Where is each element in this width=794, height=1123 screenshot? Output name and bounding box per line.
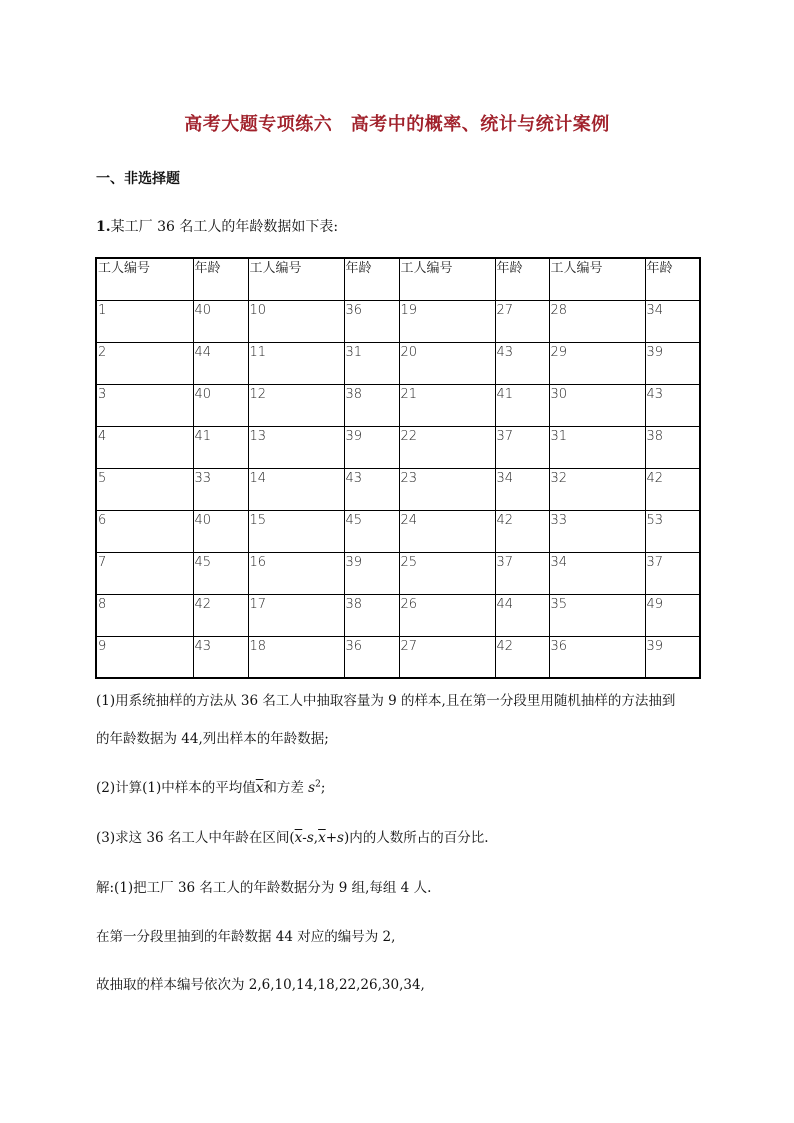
table-cell: 39 (645, 342, 700, 384)
table-row (96, 426, 700, 468)
table-cell: 42 (495, 636, 549, 678)
table-cell: 39 (344, 552, 399, 594)
question-text: 某工厂 36 名工人的年龄数据如下表: (110, 219, 339, 235)
table-row (96, 510, 700, 552)
table-cell: 38 (344, 594, 399, 636)
table-cell: 4 (96, 426, 193, 468)
table-cell: 38 (645, 426, 700, 468)
table-header-cell: 年龄 (495, 258, 549, 300)
variance-symbol: s (308, 780, 316, 796)
table-cell: 24 (399, 510, 495, 552)
table-cell: 15 (248, 510, 344, 552)
table-row (96, 552, 700, 594)
table-cell: 34 (549, 552, 645, 594)
table-cell: 43 (495, 342, 549, 384)
table-cell: 40 (193, 384, 248, 426)
table-cell: 5 (96, 468, 193, 510)
table-cell: 23 (399, 468, 495, 510)
table-cell: 39 (344, 426, 399, 468)
table-cell: 41 (193, 426, 248, 468)
part-2-mid: 和方差 (263, 780, 309, 796)
table-cell: 34 (495, 468, 549, 510)
part-2 (96, 776, 325, 796)
part-2-suffix: ; (320, 780, 326, 796)
table-cell: 31 (344, 342, 399, 384)
table-cell: 40 (193, 510, 248, 552)
part-1-line-2: 的年龄数据为 44,列出样本的年龄数据; (96, 731, 329, 747)
table-row (96, 594, 700, 636)
table-cell: 16 (248, 552, 344, 594)
table-cell: 43 (344, 468, 399, 510)
table-cell: 19 (399, 300, 495, 342)
section-heading: 一、非选择题 (96, 171, 180, 187)
interval-minus: - (302, 830, 307, 846)
interval-comma: , (313, 830, 319, 846)
table-cell: 33 (549, 510, 645, 552)
part-2-prefix: (2)计算(1)中样本的平均值 (96, 780, 256, 796)
question-number: 1. (96, 219, 111, 235)
table-cell: 36 (344, 300, 399, 342)
table-cell: 11 (248, 342, 344, 384)
table-cell: 17 (248, 594, 344, 636)
interval-plus: + (325, 830, 338, 846)
table-cell: 35 (549, 594, 645, 636)
table-cell: 7 (96, 552, 193, 594)
solution-line-3: 故抽取的样本编号依次为 2,6,10,14,18,22,26,30,34, (96, 977, 425, 993)
table-cell: 9 (96, 636, 193, 678)
table-cell: 3 (96, 384, 193, 426)
table-cell: 42 (193, 594, 248, 636)
table-cell: 45 (344, 510, 399, 552)
table-header-cell: 年龄 (344, 258, 399, 300)
table-cell: 14 (248, 468, 344, 510)
table-cell: 27 (495, 300, 549, 342)
table-row (96, 636, 700, 678)
table-cell: 21 (399, 384, 495, 426)
table-cell: 44 (495, 594, 549, 636)
table-cell: 25 (399, 552, 495, 594)
interval-mean-2: $\overline{x}$ (318, 830, 326, 846)
part-1-line-1: (1)用系统抽样的方法从 36 名工人中抽取容量为 9 的样本,且在第一分段里用随机抽样的方法抽到 (96, 693, 676, 709)
page-title: 高考大题专项练六 高考中的概率、统计与统计案例 (184, 114, 610, 135)
table-row (96, 342, 700, 384)
table-cell: 18 (248, 636, 344, 678)
table-header-cell: 年龄 (193, 258, 248, 300)
table-row (96, 468, 700, 510)
table-cell: 43 (645, 384, 700, 426)
table-cell: 10 (248, 300, 344, 342)
table-cell: 13 (248, 426, 344, 468)
table-cell: 42 (495, 510, 549, 552)
table-cell: 31 (549, 426, 645, 468)
table-row (96, 300, 700, 342)
table-cell: 45 (193, 552, 248, 594)
table-cell: 12 (248, 384, 344, 426)
table-cell: 41 (495, 384, 549, 426)
table-cell: 37 (645, 552, 700, 594)
solution-line-1: 解:(1)把工厂 36 名工人的年龄数据分为 9 组,每组 4 人. (96, 880, 432, 896)
table-cell: 53 (645, 510, 700, 552)
table-header-cell: 工人编号 (399, 258, 495, 300)
interval-s-2: s (337, 830, 344, 846)
table-header-row (96, 258, 700, 300)
table-cell: 26 (399, 594, 495, 636)
variance-exponent: 2 (315, 779, 321, 790)
table-cell: 36 (549, 636, 645, 678)
table-cell: 29 (549, 342, 645, 384)
table-cell: 2 (96, 342, 193, 384)
table-cell: 43 (193, 636, 248, 678)
table-cell: 37 (495, 426, 549, 468)
solution-line-2: 在第一分段里抽到的年龄数据 44 对应的编号为 2, (96, 929, 396, 945)
table-cell: 49 (645, 594, 700, 636)
table-cell: 36 (344, 636, 399, 678)
table-cell: 27 (399, 636, 495, 678)
part-3-prefix: (3)求这 36 名工人中年龄在区间( (96, 830, 295, 846)
table-cell: 32 (549, 468, 645, 510)
table-cell: 34 (645, 300, 700, 342)
table-cell: 39 (645, 636, 700, 678)
age-data-table (95, 257, 701, 679)
table-cell: 30 (549, 384, 645, 426)
table-cell: 6 (96, 510, 193, 552)
table-cell: 8 (96, 594, 193, 636)
table-cell: 28 (549, 300, 645, 342)
table-cell: 33 (193, 468, 248, 510)
table-cell: 22 (399, 426, 495, 468)
question-stem (96, 216, 338, 236)
part-3 (96, 826, 489, 846)
table-cell: 38 (344, 384, 399, 426)
interval-s-1: s (306, 830, 314, 846)
interval-mean-1: $\overline{x}$ (294, 830, 303, 846)
table-row (96, 384, 700, 426)
table-cell: 1 (96, 300, 193, 342)
table-header-cell: 工人编号 (248, 258, 344, 300)
table-header-cell: 工人编号 (96, 258, 193, 300)
mean-symbol: $\overline{x}$ (255, 780, 264, 796)
table-cell: 40 (193, 300, 248, 342)
table-header-cell: 工人编号 (549, 258, 645, 300)
table-cell: 42 (645, 468, 700, 510)
table-cell: 44 (193, 342, 248, 384)
table-header-cell: 年龄 (645, 258, 700, 300)
table-cell: 37 (495, 552, 549, 594)
part-3-suffix: )内的人数所占的百分比. (343, 830, 489, 846)
table-cell: 20 (399, 342, 495, 384)
